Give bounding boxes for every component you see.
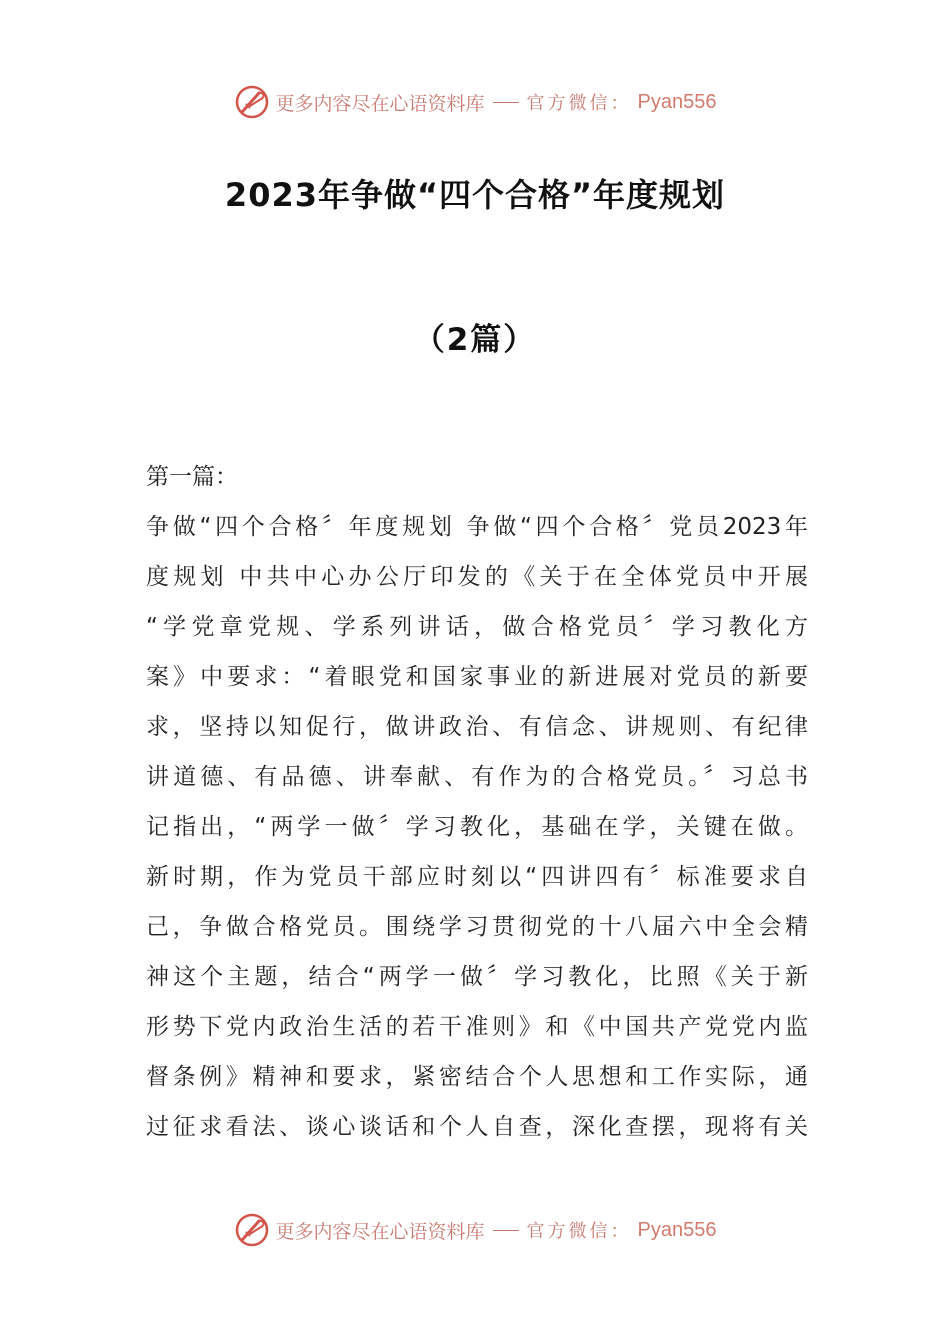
body-line: 己，争做合格党员。围绕学习贯彻党的十八届六中全会精 [146, 914, 808, 940]
body-line: 记指出，“两学一做〞学习教化，基础在学，关键在做。 [146, 814, 808, 840]
document-subtitle: （2篇） [413, 322, 537, 358]
watermark-main-text: 更多内容尽在心语资料库 [275, 92, 485, 115]
watermark-main-text: 更多内容尽在心语资料库 [275, 1220, 485, 1243]
watermark-wechat-id: Pyan556 [637, 90, 717, 113]
body-line: 新时期，作为党员干部应时刻以“四讲四有〞标准要求自 [146, 864, 808, 890]
body-line: “学党章党规、学系列讲话，做合格党员〞学习教化方 [146, 614, 808, 640]
watermark-wechat-label: 官方微信： [526, 1221, 632, 1242]
header-watermark [0, 80, 950, 124]
quill-logo-icon [234, 1212, 270, 1248]
body-line: 过征求看法、谈心谈话和个人自查，深化查摆，现将有关 [146, 1114, 808, 1140]
body-line: 神这个主题，结合“两学一做〞学习教化，比照《关于新 [146, 964, 808, 990]
watermark-dash [493, 1230, 519, 1231]
body-line: 督条例》精神和要求，紧密结合个人思想和工作实际，通 [146, 1064, 808, 1090]
body-line: 争做“四个合格〞年度规划 争做“四个合格〞党员2023年 [146, 514, 808, 540]
document-title: 2023年争做“四个合格”年度规划 [224, 176, 726, 214]
footer-watermark [0, 1208, 950, 1252]
body-line: 求，坚持以知促行，做讲政治、有信念、讲规则、有纪律 [146, 714, 808, 740]
body-line: 形势下党内政治生活的若干准则》和《中国共产党党内监 [146, 1014, 808, 1040]
watermark-wechat-id: Pyan556 [637, 1218, 717, 1241]
section-label: 第一篇： [146, 464, 238, 490]
body-line: 讲道德、有品德、讲奉献、有作为的合格党员。〞习总书 [146, 764, 808, 790]
body-line: 度规划 中共中心办公厅印发的《关于在全体党员中开展 [146, 564, 808, 590]
body-line: 案》中要求：“着眼党和国家事业的新进展对党员的新要 [146, 664, 808, 690]
watermark-wechat-label: 官方微信： [526, 93, 632, 114]
quill-logo-icon [234, 84, 270, 120]
document-body [146, 452, 808, 1152]
watermark-dash [493, 102, 519, 103]
